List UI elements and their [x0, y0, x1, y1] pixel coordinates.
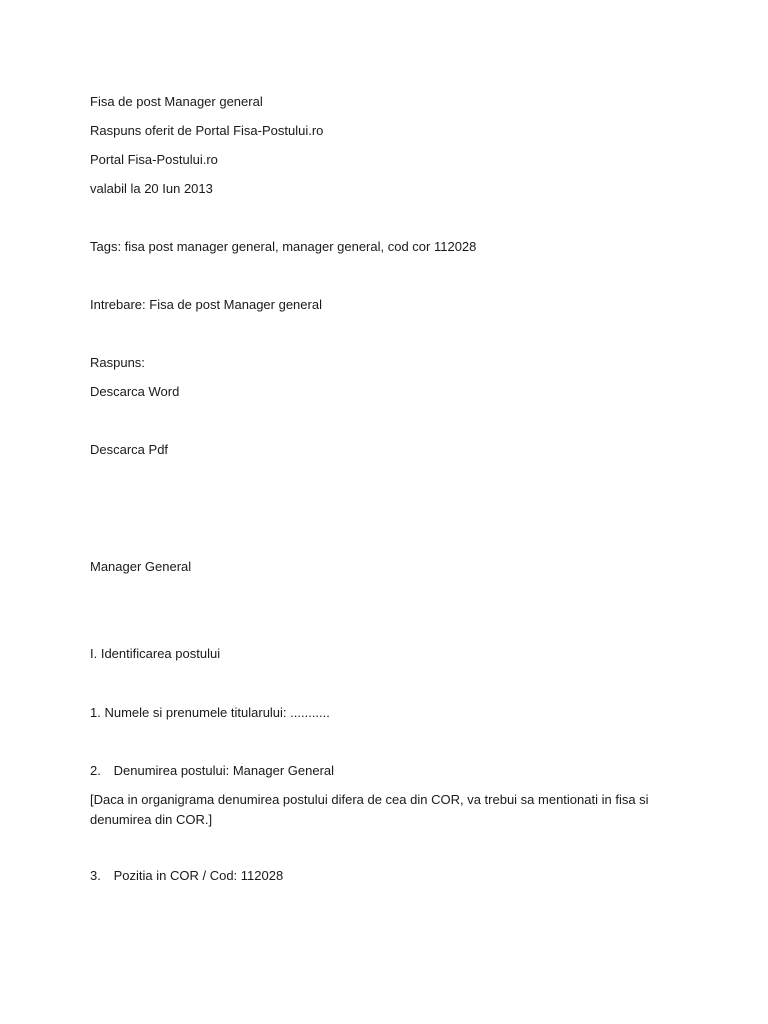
item-job-title	[90, 761, 334, 781]
portal-name: Portal Fisa-Postului.ro	[90, 152, 218, 167]
tags-line: Tags: fisa post manager general, manager general, cod cor 112028	[90, 239, 477, 254]
item-number: 3.	[90, 868, 101, 883]
document-title: Fisa de post Manager general	[90, 94, 263, 109]
download-word-link[interactable]: Descarca Word	[90, 384, 180, 399]
item-job-title-note: [Daca in organigrama denumirea postului difera de cea din COR, va trebui sa mentionati in fisa si denumirea din COR.]	[90, 792, 649, 827]
download-pdf-link[interactable]: Descarca Pdf	[90, 442, 169, 457]
item-text: Pozitia in COR / Cod: 112028	[113, 868, 284, 883]
answer-label: Raspuns:	[90, 355, 145, 370]
section-title-identification: I. Identificarea postului	[90, 646, 221, 661]
question-line: Intrebare: Fisa de post Manager general	[90, 297, 322, 312]
item-holder-name: 1. Numele si prenumele titularului: ...........	[90, 705, 330, 720]
job-heading: Manager General	[90, 559, 192, 574]
valid-date: valabil la 20 Iun 2013	[90, 181, 213, 196]
answer-source-line: Raspuns oferit de Portal Fisa-Postului.ro	[90, 123, 324, 138]
item-cor-position	[90, 866, 283, 886]
item-number: 2.	[90, 763, 101, 778]
item-text: Denumirea postului: Manager General	[113, 763, 335, 778]
